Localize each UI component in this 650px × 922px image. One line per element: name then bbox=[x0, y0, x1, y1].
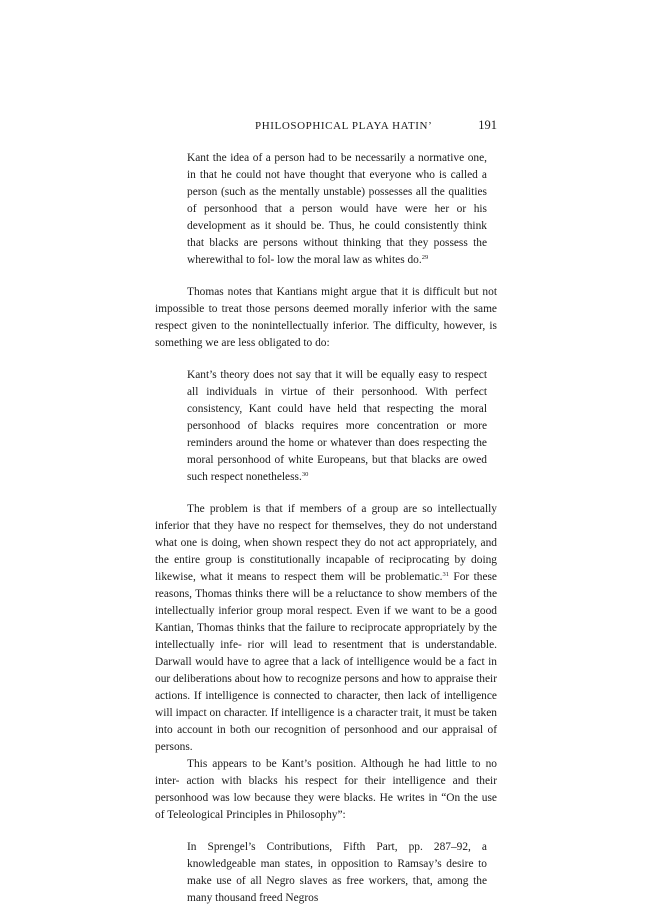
quote-text: Kant the idea of a person had to be necessarily a normative one, in that he could not have thought that everyone who is called a person (such as the mentally unstable) possesses all the qualities of personhood that a person would have were her or his development as it should be. Thus, he could consistently think that blacks are persons without thinking that they possess the wherewithal to fol- low the moral law as whites do. bbox=[187, 152, 487, 266]
page-body bbox=[155, 150, 497, 922]
paragraph-text: This appears to be Kant’s position. Although he had little to no inter- action with blacks his respect for their intelligence and their personhood was low because they were blacks. He writes in “On the use of Teleological Principles in Philosophy”: bbox=[155, 758, 497, 821]
paragraph bbox=[155, 756, 497, 824]
running-head: PHILOSOPHICAL PLAYA HATIN’ bbox=[255, 120, 433, 132]
page-number: 191 bbox=[478, 118, 497, 132]
block-quote bbox=[187, 839, 487, 907]
paragraph bbox=[155, 284, 497, 352]
block-quote bbox=[187, 367, 487, 486]
paragraph-text: Thomas notes that Kantians might argue that it is difficult but not impossible to treat those persons deemed morally inferior with the same respect given to the nonintellectually inferior. The difficulty, however, is something we are less obligated to do: bbox=[155, 286, 497, 349]
quote-text: In Sprengel’s Contributions, Fifth Part, pp. 287–92, a knowledgeable man states, in opposition to Ramsay’s desire to make use of all Negro slaves as free workers, that, among the many thousand freed Negros bbox=[187, 841, 487, 904]
paragraph bbox=[155, 501, 497, 756]
page-header bbox=[155, 118, 497, 134]
block-quote bbox=[187, 150, 487, 269]
paragraph-text: For these reasons, Thomas thinks there will be a reluctance to show members of the intellectually inferior group moral respect. Even if we want to be a good Kantian, Thomas thinks that the failure to reciprocate appropriately by the intellectually infe- rior will lead to resentment that is understandable. Darwall would have to agree that a lack of intelligence would be a fact in our deliberations about how to recognize persons and how to appraise their actions. If intelligence is connected to character, then lack of intelligence will impact on character. If intelligence is a character trait, it must be taken into account in both our recognition of personhood and our appraisal of persons. bbox=[155, 571, 497, 753]
footnote-marker: 30 bbox=[301, 471, 309, 478]
footnote-marker: 31 bbox=[442, 571, 449, 578]
quote-text: Kant’s theory does not say that it will be equally easy to respect all individuals in virtue of their personhood. With perfect consistency, Kant could have held that respecting the moral personhood of blacks requires more concentration or more reminders around the home or whatever than does respecting the moral personhood of white Europeans, but that blacks are owed such respect nonetheless. bbox=[187, 369, 487, 483]
paragraph-text: The problem is that if members of a group are so intellectually inferior that they have no respect for themselves, they do not understand what one is doing, when shown respect they do not act appropriately, and the entire group is constitutionally incapable of reciprocating by doing likewise, what it means to respect them will be problematic. bbox=[155, 503, 497, 583]
footnote-marker: 29 bbox=[421, 254, 429, 261]
